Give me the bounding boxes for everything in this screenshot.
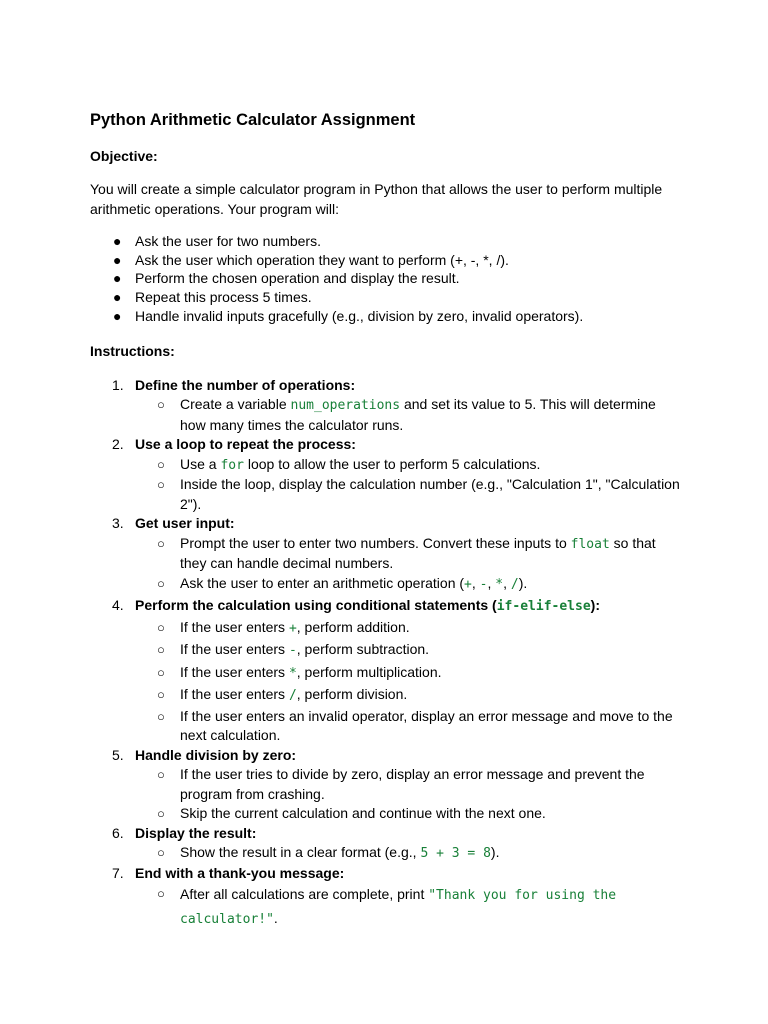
- inline-code: for: [220, 457, 244, 473]
- sub-text: Create a variable: [180, 396, 291, 413]
- bullet-marker: ●: [113, 233, 122, 249]
- sub-text: and set its value to 5. This will determine: [400, 396, 656, 413]
- step-number: 6.: [112, 824, 124, 841]
- sub-text: Ask the user to enter an arithmetic operation (: [180, 574, 465, 591]
- inline-code: calculator!": [180, 912, 274, 928]
- instructions-list: [90, 376, 690, 932]
- sub-bullet-marker: ○: [157, 456, 165, 472]
- step-number: 7.: [112, 864, 124, 881]
- step-heading-end: ):: [590, 597, 600, 614]
- list-item: [90, 617, 768, 640]
- sub-text: , perform subtraction.: [296, 641, 430, 658]
- sub-bullet-marker: ○: [157, 886, 165, 902]
- objective-bullet-list: [90, 232, 690, 326]
- list-item: [90, 475, 768, 514]
- inline-code: *: [495, 576, 504, 592]
- sub-bullet-marker: ○: [157, 575, 165, 591]
- step-number: 5.: [112, 746, 124, 763]
- sub-bullet-marker: ○: [157, 535, 165, 551]
- sub-text: loop to allow the user to perform 5 calculations.: [243, 455, 541, 472]
- inline-code: 5 + 3 = 8: [420, 846, 491, 862]
- list-item: [90, 269, 690, 288]
- list-item: [90, 684, 768, 707]
- sub-text: Inside the loop, display the calculation number (e.g., "Calculation 1", "Calculation: [180, 476, 680, 493]
- sub-bullet-marker: ○: [157, 619, 165, 635]
- sub-text: , perform addition.: [296, 618, 410, 635]
- bullet-marker: ●: [113, 251, 122, 268]
- sub-text: next calculation.: [180, 727, 281, 744]
- sub-bullet-marker: ○: [157, 806, 165, 822]
- bullet-text: Ask the user for two numbers.: [135, 233, 321, 249]
- sub-bullet-marker: ○: [157, 708, 165, 724]
- inline-code: *: [288, 665, 297, 681]
- sub-text: ).: [490, 844, 500, 861]
- bullet-text: Perform the chosen operation and display the result.: [135, 270, 460, 287]
- inline-code: +: [288, 620, 297, 636]
- sub-text: , perform division.: [296, 686, 408, 703]
- step-heading: Perform the calculation using conditional statements (: [135, 597, 497, 614]
- list-item: [90, 307, 690, 326]
- bullet-text: Repeat this process 5 times.: [135, 289, 312, 306]
- inline-code: +: [464, 576, 472, 592]
- sub-text: If the user tries to divide by zero, display an error message and prevent the: [180, 766, 645, 783]
- step-number: 1.: [112, 376, 124, 393]
- inline-code: float: [570, 536, 610, 552]
- objective-intro-line-2: arithmetic operations. Your program will:: [90, 200, 340, 217]
- inline-code: if-elif-else: [496, 599, 591, 615]
- list-item: [90, 232, 690, 251]
- list-item: [90, 534, 768, 574]
- inline-code: "Thank you for using the: [428, 888, 617, 904]
- instruction-step-5: [90, 746, 690, 766]
- sub-text: so that: [609, 534, 656, 551]
- sub-text: Prompt the user to enter two numbers. Convert these inputs to: [180, 534, 571, 551]
- sub-text: If the user enters an invalid operator, display an error message and move to the: [180, 707, 673, 724]
- sub-text: Use a: [180, 455, 221, 472]
- step-heading: Define the number of operations:: [135, 376, 356, 393]
- inline-code: -: [479, 576, 488, 592]
- step-heading: Get user input:: [135, 515, 235, 532]
- list-item: [90, 883, 768, 931]
- sub-text: Skip the current calculation and continue with the next one.: [180, 805, 546, 822]
- instructions-label: Instructions:: [90, 342, 175, 359]
- inline-code: num_operations: [290, 398, 401, 414]
- list-item: [90, 765, 768, 804]
- list-item: [90, 707, 768, 746]
- bullet-text: Ask the user which operation they want to perform (+, -, *, /).: [135, 251, 509, 268]
- inline-code: -: [288, 643, 297, 659]
- sub-text: Show the result in a clear format (e.g.,: [180, 844, 421, 861]
- sub-text: , perform multiplication.: [296, 663, 442, 680]
- list-item: [90, 395, 768, 435]
- list-item: [90, 804, 768, 824]
- inline-code: /: [288, 688, 297, 704]
- sub-text: how many times the calculator runs.: [180, 416, 404, 433]
- list-item: [90, 455, 768, 476]
- page-title: Python Arithmetic Calculator Assignment: [90, 111, 416, 129]
- list-item: [90, 288, 690, 307]
- objective-label: Objective:: [90, 148, 158, 164]
- list-item: ○ Ask the user to enter an arithmetic operation (+, -, *, /).: [157, 574, 528, 592]
- list-item: [90, 662, 768, 685]
- bullet-text: Handle invalid inputs gracefully (e.g., division by zero, invalid operators).: [135, 307, 584, 324]
- instruction-step-4: [90, 596, 690, 617]
- sub-text: they can handle decimal numbers.: [180, 555, 394, 572]
- step-number: 2.: [112, 436, 124, 453]
- sub-bullet-marker: ○: [157, 687, 165, 703]
- instruction-step-2: [90, 435, 690, 455]
- sub-text: If the user enters: [180, 663, 289, 680]
- sub-text: If the user enters: [180, 641, 289, 658]
- sub-text: program from crashing.: [180, 785, 325, 802]
- sub-bullet-marker: ○: [157, 767, 165, 783]
- sub-bullet-marker: ○: [157, 845, 165, 861]
- step-number: 4.: [112, 597, 124, 614]
- sub-bullet-marker: ○: [157, 642, 165, 658]
- list-item: [90, 843, 768, 864]
- sub-text: .: [273, 910, 278, 927]
- sub-text: 2").: [180, 495, 202, 512]
- step-heading: Handle division by zero:: [135, 746, 297, 763]
- sub-bullet-marker: ○: [157, 477, 165, 493]
- step-number: 3.: [112, 515, 124, 532]
- instruction-step-7: [90, 864, 690, 884]
- sub-bullet-marker: ○: [157, 397, 165, 413]
- instruction-step-1: [90, 376, 690, 396]
- sub-text: If the user enters: [180, 686, 289, 703]
- sub-text: After all calculations are complete, print: [180, 886, 429, 903]
- sub-text: ).: [518, 574, 528, 591]
- sub-text: If the user enters: [180, 618, 289, 635]
- step-heading: Display the result:: [135, 824, 257, 841]
- objective-intro: [90, 180, 690, 219]
- bullet-marker: ●: [113, 270, 122, 287]
- step-heading: Use a loop to repeat the process:: [135, 436, 356, 453]
- inline-code: /: [510, 576, 519, 592]
- sub-bullet-marker: ○: [157, 664, 165, 680]
- document-content: [90, 110, 690, 931]
- instruction-step-3: [90, 514, 690, 534]
- bullet-marker: ●: [113, 307, 122, 324]
- step-heading: End with a thank-you message:: [135, 864, 345, 881]
- instruction-step-6: [90, 824, 690, 844]
- list-item: [90, 639, 768, 662]
- bullet-marker: ●: [113, 289, 122, 306]
- objective-intro-line-1: You will create a simple calculator program in Python that allows the user to perform multiple: [90, 181, 663, 197]
- list-item: [90, 251, 690, 270]
